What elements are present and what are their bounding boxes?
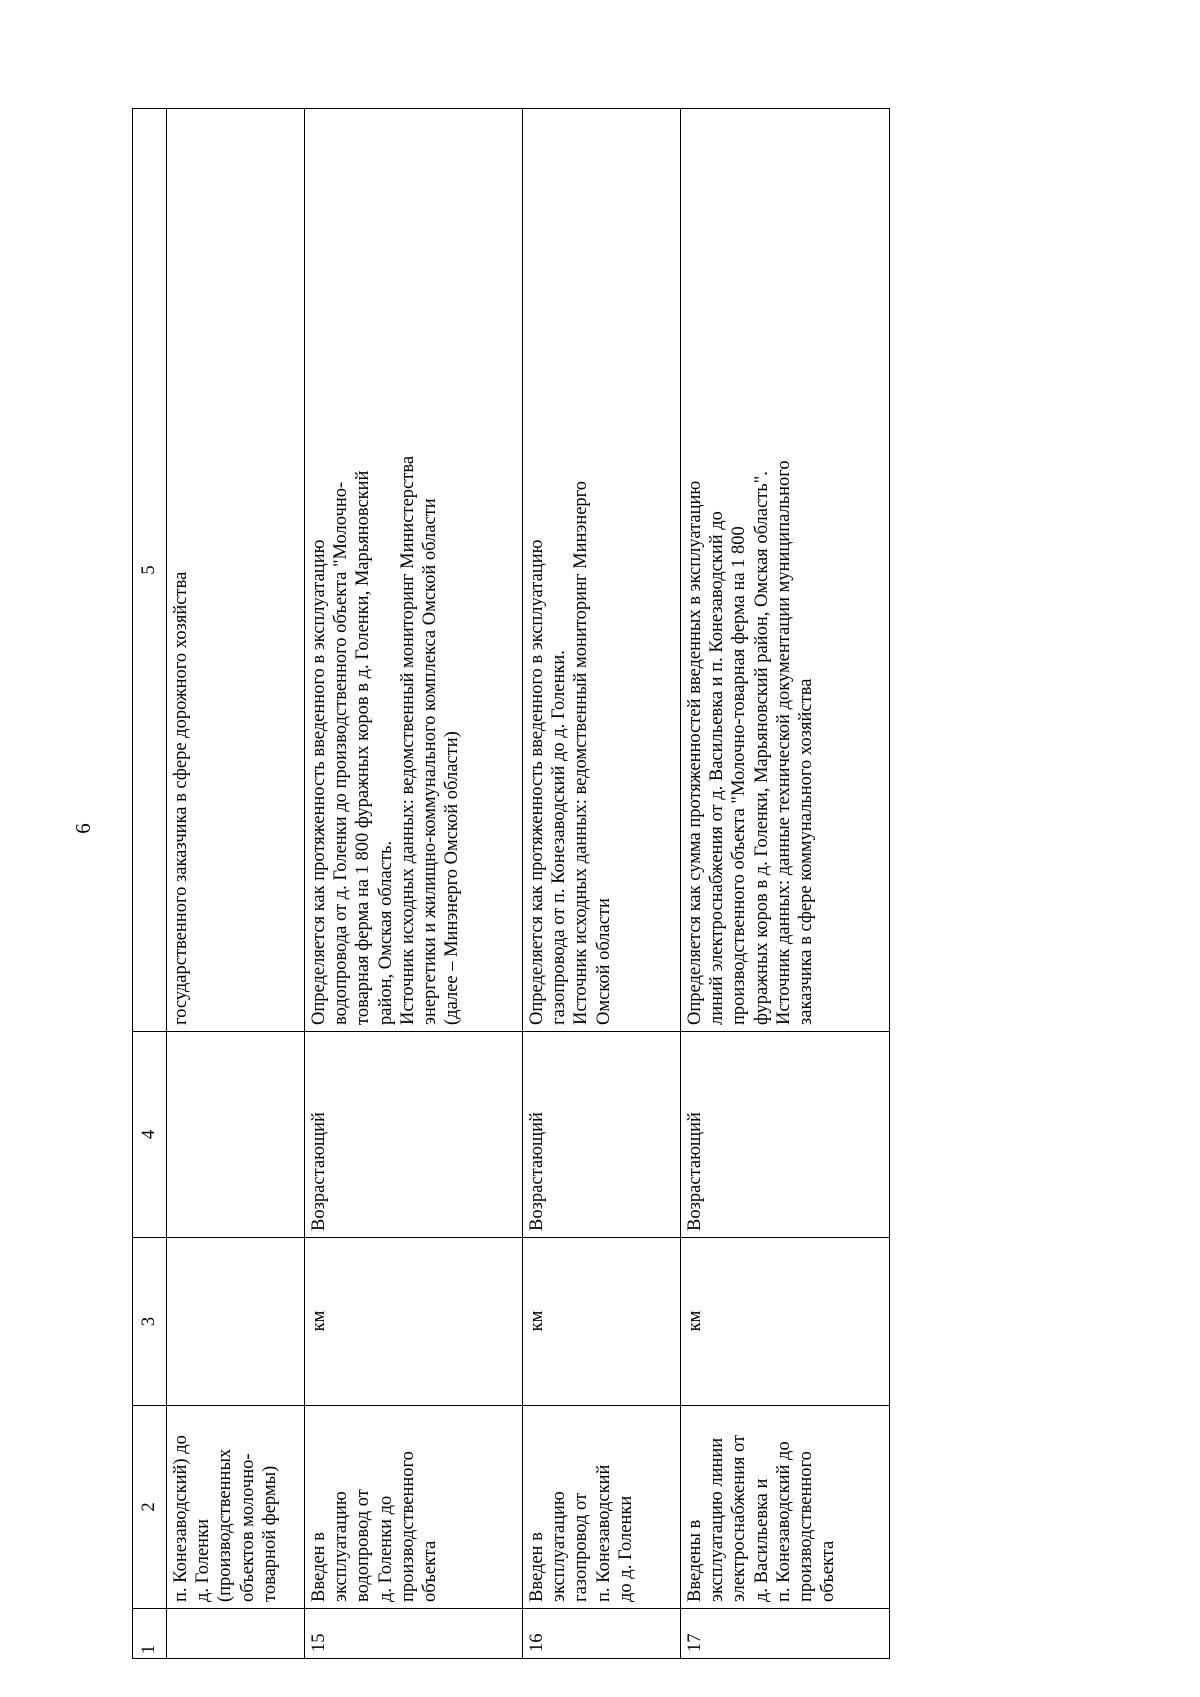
row-number: 15 bbox=[305, 1609, 523, 1659]
unit: км bbox=[305, 1238, 523, 1406]
description: Определяется как протяженность введенного в эксплуатацию газопровода от п. Конезаводский до д. Голенки. Источник исходных данных: ведомственный мониторинг Минэнерго Омской области bbox=[523, 109, 681, 1032]
row-number: 16 bbox=[523, 1609, 681, 1659]
indicator-table bbox=[132, 108, 890, 1659]
header-col-3: 3 bbox=[133, 1238, 167, 1406]
row-number bbox=[167, 1609, 305, 1659]
indicator-name: Введены в эксплуатацию линии электроснабжения от д. Васильевка и п. Конезаводский до производственного объекта bbox=[681, 1406, 890, 1609]
unit bbox=[167, 1238, 305, 1406]
table-row bbox=[681, 109, 890, 1659]
description: Определяется как сумма протяженностей введенных в эксплуатацию линий электроснабжения от д. Васильевка и п. Конезаводский до производственного объекта "Молочно-товарная ферма на 1 800 фуражных коров в д. Голенки, Марьяновский район, Омская область". Источник данных: данные технической документации муниципального заказчика в сфере коммунального хозяйства bbox=[681, 109, 890, 1032]
header-col-1: 1 bbox=[133, 1609, 167, 1659]
trend: Возрастающий bbox=[305, 1032, 523, 1238]
row-number: 17 bbox=[681, 1609, 890, 1659]
description: государственного заказчика в сфере дорожного хозяйства bbox=[167, 109, 305, 1032]
table-row bbox=[523, 109, 681, 1659]
header-col-5: 5 bbox=[133, 109, 167, 1032]
header-col-4: 4 bbox=[133, 1032, 167, 1238]
table-header-row bbox=[133, 109, 167, 1659]
rotated-table-frame bbox=[132, 109, 889, 1659]
trend bbox=[167, 1032, 305, 1238]
trend: Возрастающий bbox=[523, 1032, 681, 1238]
trend: Возрастающий bbox=[681, 1032, 890, 1238]
table-row bbox=[305, 109, 523, 1659]
indicator-name: Введен в эксплуатацию водопровод от д. Голенки до производственного объекта bbox=[305, 1406, 523, 1609]
header-col-2: 2 bbox=[133, 1406, 167, 1609]
unit: км bbox=[681, 1238, 890, 1406]
description: Определяется как протяженность введенного в эксплуатацию водопровода от д. Голенки до производственного объекта "Молочно- товарная ферма на 1 800 фуражных коров в д. Голенки, Марьяновский район, Омская область. Источник исходных данных: ведомственный мониторинг Министерства энергетики и жилищно-коммунального комплекса Омской области (далее – Минэнерго Омской области) bbox=[305, 109, 523, 1032]
indicator-name: Введен в эксплуатацию газопровод от п. Конезаводский до д. Голенки bbox=[523, 1406, 681, 1609]
page-number: 6 bbox=[70, 823, 95, 834]
indicator-name: п. Конезаводский) до д. Голенки (производственных объектов молочно- товарной фермы) bbox=[167, 1406, 305, 1609]
unit: км bbox=[523, 1238, 681, 1406]
table-row bbox=[167, 109, 305, 1659]
rotated-table-container bbox=[132, 109, 889, 1659]
